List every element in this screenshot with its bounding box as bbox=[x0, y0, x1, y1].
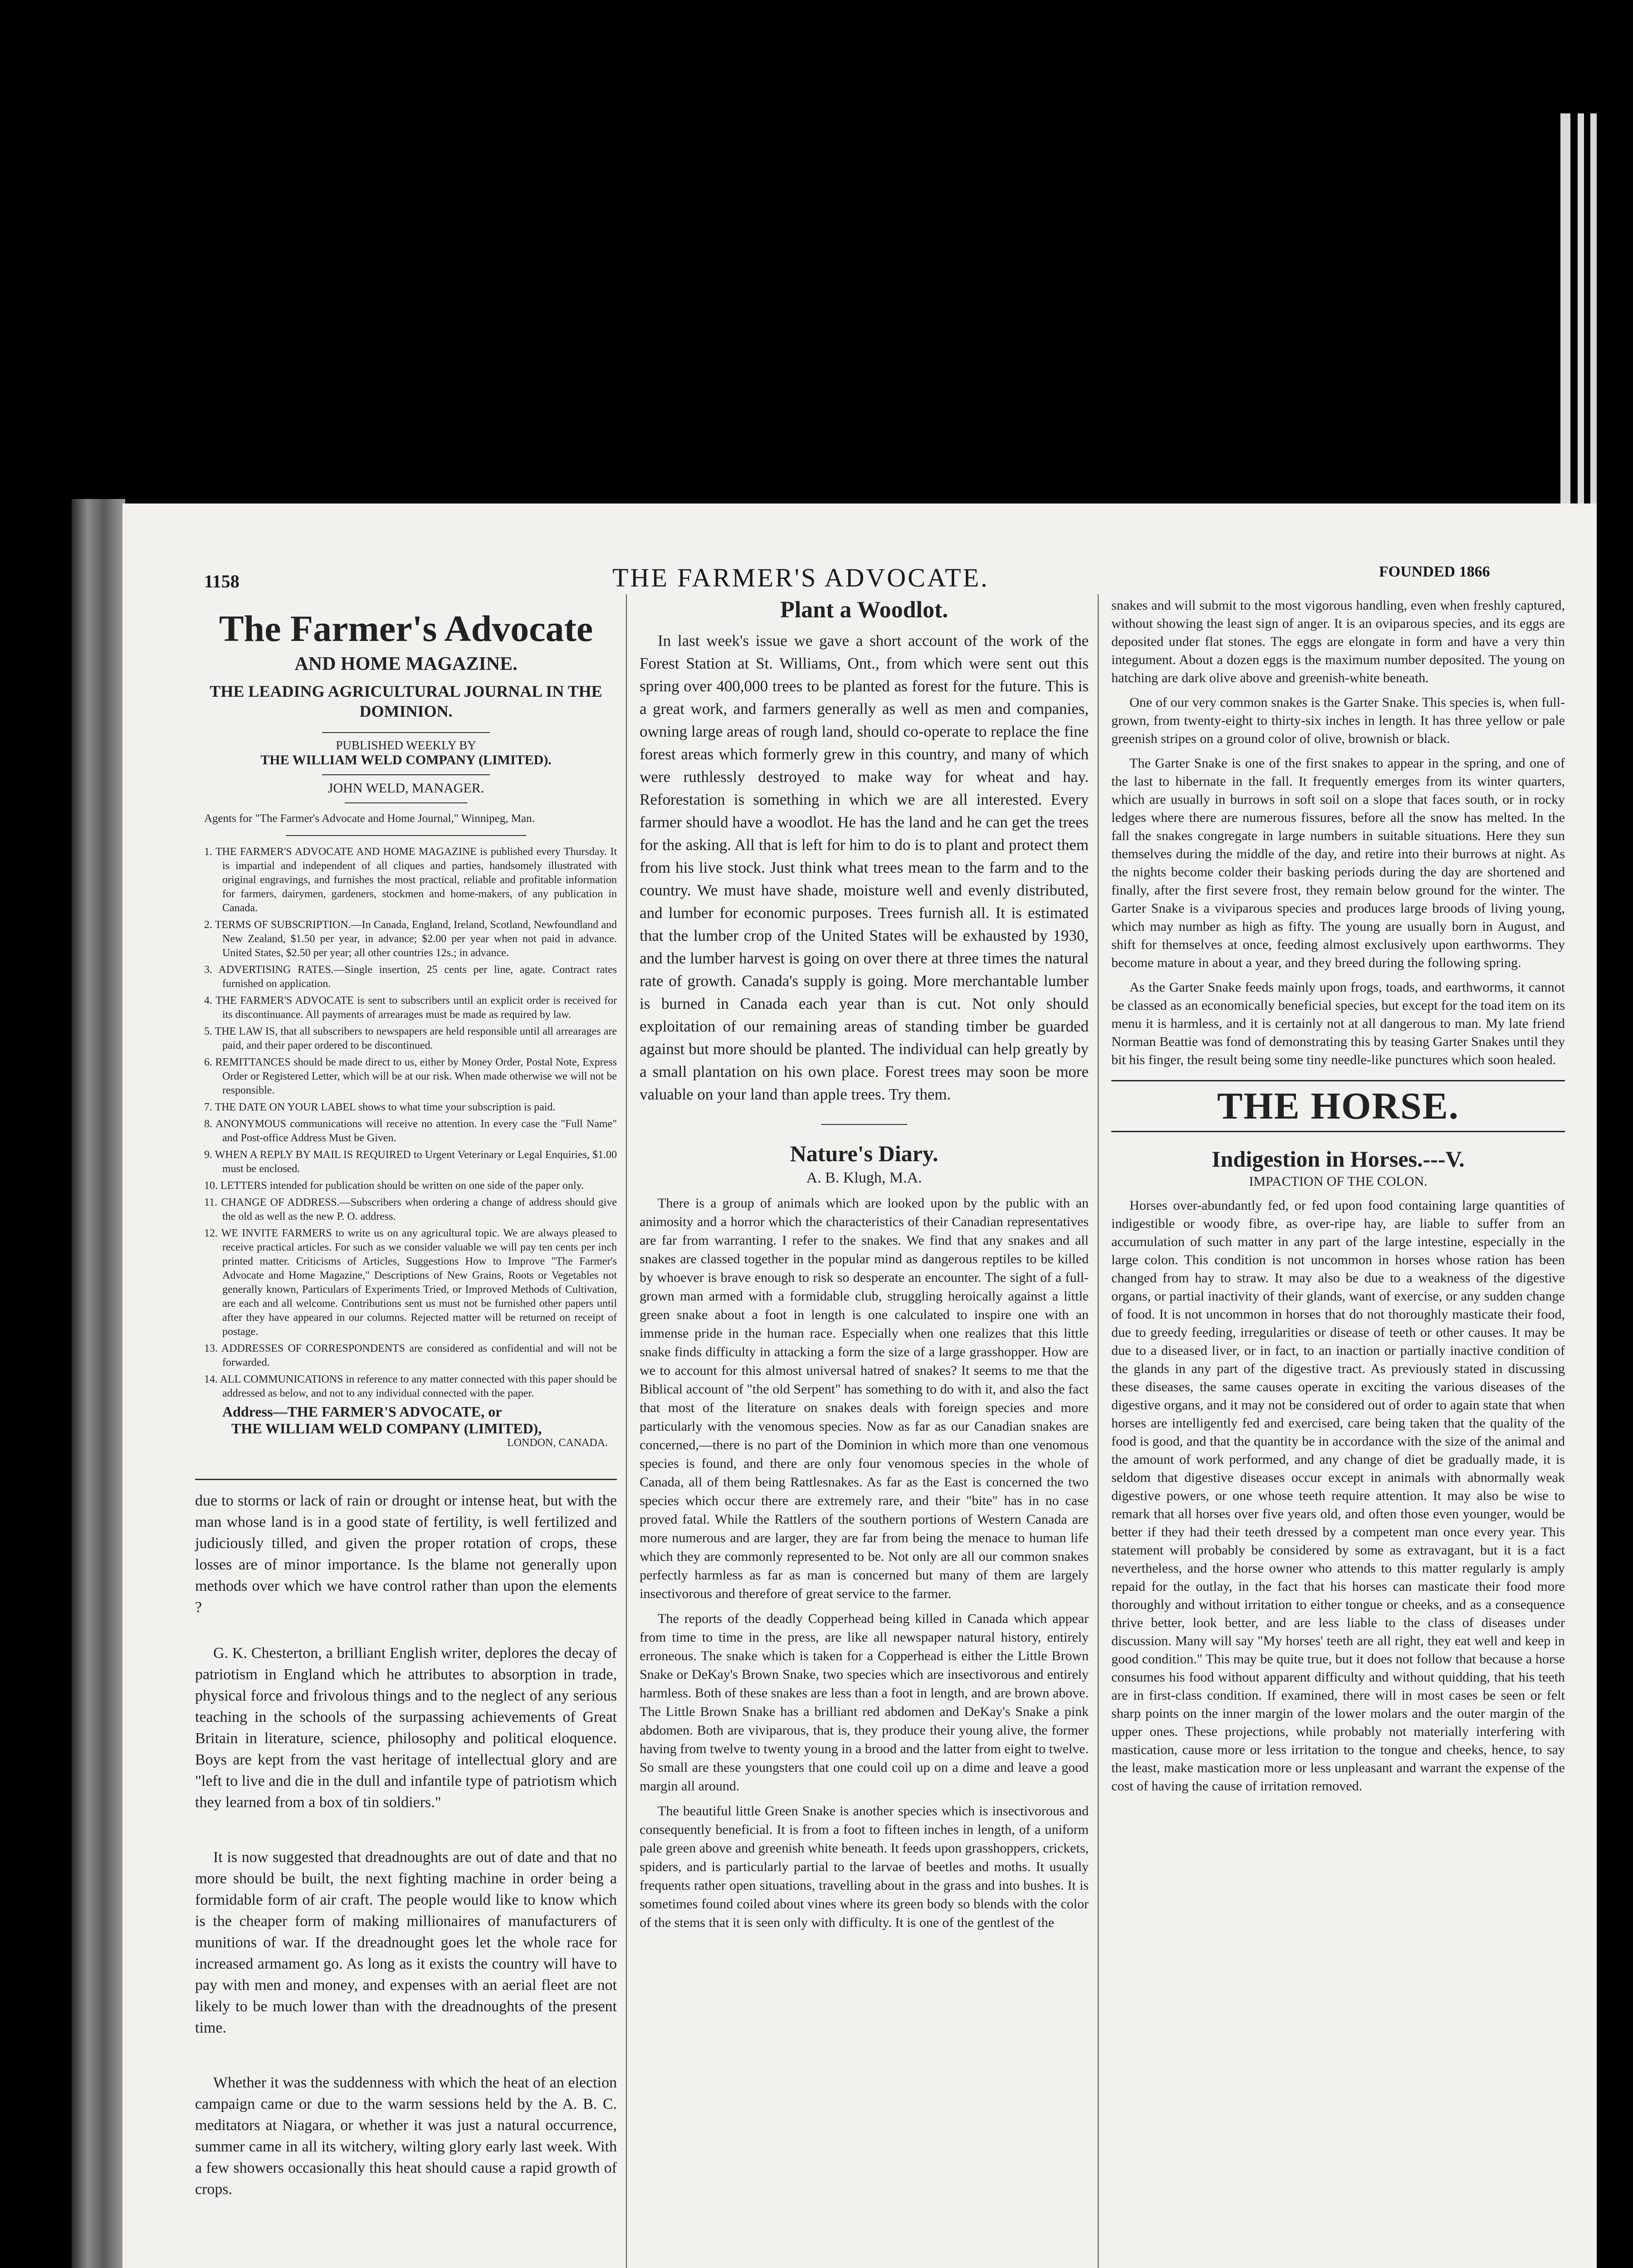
notice-item: 9. WHEN A REPLY BY MAIL IS REQUIRED to Urgent Veterinary or Legal Enquiries, $1.00 must be enclosed. bbox=[204, 1149, 617, 1175]
published-by: PUBLISHED WEEKLY BY bbox=[336, 738, 476, 752]
notice-item: 7. THE DATE ON YOUR LABEL shows to what time your subscription is paid. bbox=[204, 1101, 556, 1113]
notice-item: 12. WE INVITE FARMERS to write us on any agricultural topic. We are always pleased to receive practical articles. For such as we consider valuable we will pay ten cents per inch printed matter. Criticisms of Articles, Suggestions How to Improve "The Farmer's Advocate and Home Magazine," Descriptions of New Grains, Roots or Vegetables not generally known, Particulars of Experiments Tried, or Improved Methods of Cultivation, are each and all welcome. Contributions sent us must not be furnished other papers until after they have appeared in our columns. Rejected matter will be returned on receipt of postage. bbox=[204, 1227, 617, 1338]
right-column bbox=[1111, 596, 1565, 1802]
notice-item: 6. REMITTANCES should be made direct to us, either by Money Order, Postal Note, Express Order or Registered Letter, which will be at our risk. When made otherwise we will not be responsible. bbox=[204, 1056, 617, 1096]
diary-paragraph: There is a group of animals which are looked upon by the public with an animosity and a horror which the characteristics of their Canadian representatives are far from warranting. I refer to the snakes. We find that any snakes and all snakes are classed together in the popular mind as dangerous reptiles to be killed by whoever is brave enough to risk so desperate an encounter. The sight of a full-grown man armed with a formidable club, struggling heroically against a little green snake about a foot in length is one calculated to inspire one with an immense pride in the human race. Especially when one realizes that this little snake finds difficulty in attacking a form the size of a large grasshopper. How are we to account for this almost universal hatred of snakes? It seems to me that the Biblical account of "the old Serpent" has something to do with it, and also the fact that most of the literature on snakes deals with foreign species and more particularly with the venomous species. Now as far as our Canadian snakes are concerned,—there is no part of the Dominion in which more than one venomous species is found, and there are only four venomous species in the whole of Canada, all of them being Rattlesnakes. As far as the East is concerned the two species which occur there are extremely rare, and their "bite" has in no case proved fatal. While the Rattlers of the southern portions of Western Canada are more numerous and are larger, they are far from being the menace to human life which they are commonly represented to be. Not only are all our common snakes perfectly harmless as far as man is concerned but many of them are largely insectivorous and therefore of great service to the farmer. bbox=[640, 1196, 1089, 1601]
snake-paragraph: snakes and will submit to the most vigorous handling, even when freshly captured, without showing the least sign of anger. It is an oviparous species, and its eggs are deposited under flat stones. The eggs are elongate in form and have a very thin integument. About a dozen eggs is the maximum number deposited. The young on hatching are dark olive above and greenish-white beneath. bbox=[1111, 598, 1565, 685]
address-line: LONDON, CANADA. bbox=[507, 1437, 608, 1449]
notice-item: 8. ANONYMOUS communications will receive no attention. In every case the "Full Name" and Post-office Address Must be Given. bbox=[204, 1118, 617, 1144]
notice-item: 10. LETTERS intended for publication should be written on one side of the paper only. bbox=[204, 1180, 584, 1192]
diary-author: A. B. Klugh, M.A. bbox=[806, 1169, 922, 1186]
diary-paragraph: The beautiful little Green Snake is another species which is insectivorous and consequently beneficial. It is from a foot to fifteen inches in length, of a uniform pale green above and greenish white beneath. It feeds upon grasshoppers, crickets, spiders, and is particularly partial to the larvae of beetles and moths. It usually frequents rather open situations, travelling about in the grass and into bushes. It is sometimes found coiled about vines where its green body so blends with the color of the stems that it is seen only with difficulty. It is one of the gentlest of the bbox=[640, 1804, 1089, 1930]
woodlot-title: Plant a Woodlot. bbox=[780, 597, 949, 623]
notice-item: 11. CHANGE OF ADDRESS.—Subscribers when ordering a change of address should give the old as well as the new P. O. address. bbox=[204, 1197, 617, 1222]
notice-item: 1. THE FARMER'S ADVOCATE AND HOME MAGAZINE is published every Thursday. It is impartial and independent of all cliques and parties, handsomely illustrated with original engravings, and furnishes the most practical, reliable and profitable information for farmers, dairymen, gardeners, stockmen and home-makers, of any publication in Canada. bbox=[204, 846, 617, 914]
snake-paragraph: One of our very common snakes is the Garter Snake. This species is, when full-grown, from twenty-eight to thirty-six inches in length. It has three yellow or pale greenish stripes on a ground color of olive, brownish or black. bbox=[1111, 695, 1565, 746]
notices-list bbox=[195, 845, 617, 1401]
notice-item: 5. THE LAW IS, that all subscribers to newspapers are held responsible until all arrearages are paid, and their paper ordered to be discontinued. bbox=[204, 1026, 617, 1051]
address-line: THE WILLIAM WELD COMPANY (LIMITED), bbox=[231, 1420, 542, 1437]
horse-paragraph: Horses over-abundantly fed, or fed upon food containing large quantities of indigestible or woody fibre, as over-ripe hay, are liable to suffer from an accumulation of such matter in any part of the large intestine, especially in the large colon. This condition is not uncommon in horses whose ration has been changed from hay to straw. It may also be due to a weakness of the digestive organs, or partial inactivity of their glands, want of exercise, or any sudden change of food. It is not uncommon in horses that do not thoroughly masticate their food, due to greedy feeding, irregularities or disease of teeth or other causes. It may be due to a diseased liver, or in fact, to an inaction or partially inactive condition of the glands in any part of the digestive tract. As previously stated in discussing these diseases, the same causes operate in exciting the various diseases of the digestive organs, and it may not be considered out of order to again state that when horses are intelligently fed and exercised, care being taken that the quality of the food is good, and that the quantity be in accordance with the size of the animal and the amount of work performed, and any change of diet be gradually made, it is seldom that digestive diseases occur except in animals with abnormally weak digestive powers, or one whose teeth require attention. It may also be wise to remark that all horses over five years old, and often those even younger, would be better if they had their teeth dressed by a competent man once every year. This statement will probably be considered by some as extravagant, but it is a fact nevertheless, and the horse owner who attends to this matter regularly is amply repaid for the outlay, in the fact that his horses can masticate their food more thoroughly and without irritation to either tongue or cheeks, and as a consequence thrive better, look better, and are less liable to the class of diseases under discussion. Many will say "My horses' teeth are all right, they eat well and keep in good condition." This may be quite true, but it does not follow that because a horse consumes his food without apparent difficulty and without quidding, that his teeth are in first-class condition. If examined, there will in most cases be seen or felt sharp points on the inner margin of the lower molars and the outer margin of the upper ones. These projections, while probably not materially interfering with mastication, cause more or less irritation to the tongue and cheeks, hence, to say the least, make mastication more or less unpleasant and warrant the expense of the cost of having the cause of irritation removed. bbox=[1111, 1198, 1565, 1794]
notice-item: 14. ALL COMMUNICATIONS in reference to any matter connected with this paper should be addressed as below, and not to any individual connected with the paper. bbox=[204, 1374, 617, 1399]
woodlot-paragraph: In last week's issue we gave a short account of the work of the Forest Station at St. Williams, Ont., from which were sent out this spring over 400,000 trees to be planted as forest for the future. This is a great work, and farmers generally as well as men and companies, owning large areas of rough land, should co-operate to replace the fine forest areas which formerly grew in this country, and many of which were ruthlessly destroyed to make way for wheat and hay. Reforestation is something in which we are all interested. Every farmer should have a woodlot. He has the land and he can get the trees for the asking. All that is left for him to do is to plant and protect them from his live stock. Just think what trees mean to the farm and to the country. We must have shade, moisture well and evenly distributed, and lumber for economic purposes. Trees furnish all. It is estimated that the lumber crop of the United States will be exhausted by 1930, and the lumber harvest is going on over there at three times the natural rate of growth. Canada's supply is going. More merchantable lumber is burned in Canada each year than is cut. Not only should exploitation of our remaining areas of standing timber be guarded against but more should be planted. The individual can help greatly by a small plantation on his own place. Forest trees may soon be more valuable on your land than apple trees. Try them. bbox=[640, 632, 1089, 1103]
snake-paragraph: The Garter Snake is one of the first snakes to appear in the spring, and one of the last to hibernate in the fall. It frequently emerges from its winter quarters, which are usually in burrows in soft soil on a slope that faces south, or in rocky ledges where there are numerous fissures, before all the snow has melted. In the fall the snakes congregate in large numbers in suitable situations. Here they sun themselves during the middle of the day, and retire into their burrows at night. As the nights become colder their basking periods during the day are shortened and finally, after the first severe frost, they remain below ground for the winter. The Garter Snake is a viviparous species and produces large broods of living young, which may number as high as fifty. The young are usually born in August, and shift for themselves at once, feeding almost exclusively upon earthworms. They become mature in about a year, and they breed during the following spring. bbox=[1111, 756, 1565, 970]
page-binding-edge bbox=[72, 499, 125, 2268]
founded-date: FOUNDED 1866 bbox=[1379, 563, 1490, 580]
notice-item: 13. ADDRESSES OF CORRESPONDENTS are considered as confidential and will not be forwarded. bbox=[204, 1343, 617, 1369]
address-line: Address—THE FARMER'S ADVOCATE, or bbox=[222, 1403, 502, 1420]
agents-line: Agents for "The Farmer's Advocate and Home Journal," Winnipeg, Man. bbox=[204, 812, 535, 825]
middle-column bbox=[640, 596, 1089, 1938]
manager-line: JOHN WELD, MANAGER. bbox=[328, 781, 484, 796]
column-rule bbox=[626, 594, 627, 2268]
notice-item: 2. TERMS OF SUBSCRIPTION.—In Canada, England, Ireland, Scotland, Newfoundland and New Zealand, $1.50 per year, in advance; $2.00 per year when not paid in advance. United States, $2.50 per year; all other countries 12s.; in advance. bbox=[204, 919, 617, 959]
editorial-paragraph: due to storms or lack of rain or drought or intense heat, but with the man whose land is in a good state of fertility, is well fertilized and judiciously tilled, and given the proper rotation of crops, these losses are of minor importance. Is the blame not generally upon methods over which we have control rather than upon the elements ? bbox=[195, 1492, 617, 1616]
editorial-paragraph: It is now suggested that dreadnoughts are out of date and that no more should be built, the next fighting machine in order being a formidable form of air craft. The people would like to know which is the cheaper form of making millionaires of manufacturers of munitions of war. If the dreadnought goes let the whole race for increased armament go. As long as it exists the country will have to pay with men and money, and expenses with an aerial fleet are not likely to be much lower than with the dreadnoughts of the present time. bbox=[195, 1849, 617, 2036]
diary-paragraph: The reports of the deadly Copperhead being killed in Canada which appear from time to time in the press, are like all newspaper natural history, entirely erroneous. The snake which is taken for a Copperhead is either the Little Brown Snake or DeKay's Brown Snake, two species which are insectivorous and entirely harmless. Both of these snakes are less than a foot in length, and are brown above. The Little Brown Snake has a brilliant red abdomen and DeKay's Snake a pink abdomen. Both are viviparous, that is, they produce their young alive, the former having from twelve to twenty young in a brood and the latter from eight to twelve. So small are these youngsters that one could coil up on a dime and leave a good margin all around. bbox=[640, 1611, 1089, 1794]
notice-item: 3. ADVERTISING RATES.—Single insertion, 25 cents per line, agate. Contract rates furnished on application. bbox=[204, 964, 617, 990]
masthead-rule bbox=[195, 1479, 617, 1480]
company-name: THE WILLIAM WELD COMPANY (LIMITED). bbox=[260, 753, 552, 767]
newspaper-page bbox=[122, 503, 1597, 2268]
diary-title: Nature's Diary. bbox=[790, 1141, 939, 1166]
page-number: 1158 bbox=[204, 571, 240, 591]
editorial-column bbox=[195, 1490, 617, 2206]
running-title: THE FARMER'S ADVOCATE. bbox=[612, 563, 989, 592]
masthead bbox=[195, 608, 617, 1449]
notice-item: 4. THE FARMER'S ADVOCATE is sent to subscribers until an explicit order is received for its discontinuance. All payments of arrearages must be made as required by law. bbox=[204, 995, 617, 1021]
horse-article-title: Indigestion in Horses.---V. bbox=[1212, 1146, 1465, 1172]
editorial-paragraph: G. K. Chesterton, a brilliant English writer, deplores the decay of patriotism in England which he attributes to absorption in trade, physical force and frivolous things and to the neglect of any serious teaching in the schools of the surpassing achievements of Great Britain in literature, science, philosophy and political eloquence. Boys are kept from the vast heritage of intellectual glory and are "left to live and die in the dull and infantile type of patriotism which they learned from a box of tin soldiers." bbox=[195, 1645, 617, 1811]
section-heading-horse: THE HORSE. bbox=[1217, 1085, 1459, 1127]
editorial-paragraph: Whether it was the suddenness with which the heat of an election campaign came or due to the warm sessions held by the A. B. C. meditators at Niagara, or whether it was just a natural occurrence, summer came in all its witchery, wilting glory early last week. With a few showers occasionally this heat should cause a rapid growth of crops. bbox=[195, 2074, 617, 2198]
horse-article-subtitle: IMPACTION OF THE COLON. bbox=[1249, 1174, 1428, 1189]
snake-paragraph: As the Garter Snake feeds mainly upon frogs, toads, and earthworms, it cannot be classed as an economically beneficial species, but except for the toad item on its menu it is harmless, and it is certainly not at all dangerous to man. My late friend Norman Beattie was fond of demonstrating this by teasing Garter Snakes until they bit his finger, the result being some tiny needle-like punctures which soon healed. bbox=[1111, 980, 1565, 1067]
masthead-subtitle: AND HOME MAGAZINE. bbox=[294, 654, 518, 675]
masthead-tagline: THE LEADING AGRICULTURAL JOURNAL IN THE DOMINION. bbox=[210, 682, 602, 720]
masthead-title: The Farmer's Advocate bbox=[219, 608, 593, 649]
column-rule bbox=[1098, 594, 1099, 2268]
